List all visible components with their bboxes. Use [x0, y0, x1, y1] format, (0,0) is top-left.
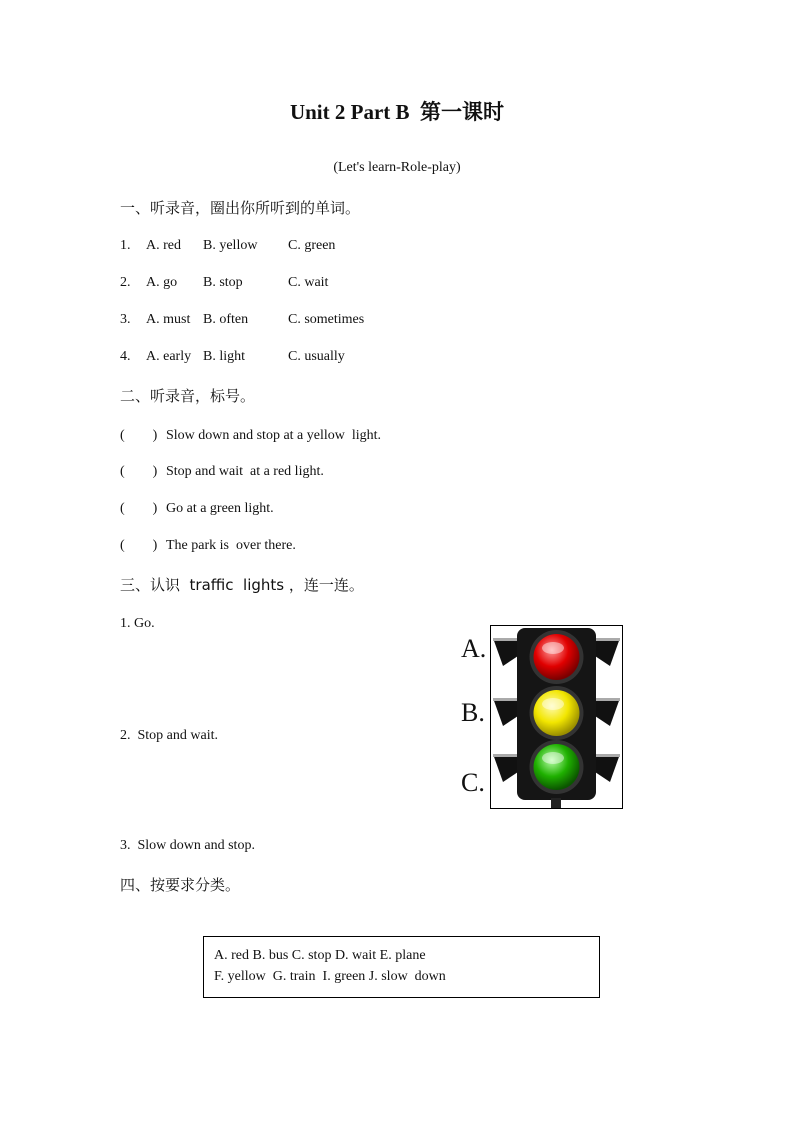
word-bank-line-2: F. yellow G. train I. green J. slow down	[214, 969, 446, 984]
s1-item1-option-a: A. red	[146, 238, 181, 253]
section4-heading: 四、按要求分类。	[120, 876, 241, 894]
s3-item2: 2. Stop and wait.	[120, 728, 218, 743]
s1-item3-option-b: B. often	[203, 312, 249, 327]
s1-item4-option-c: C. usually	[288, 349, 345, 364]
s2-item3-blank: ( )	[120, 501, 158, 516]
s1-item2-option-b: B. stop	[203, 275, 243, 290]
s2-item1-blank: ( )	[120, 428, 158, 443]
s2-item3-text: Go at a green light.	[166, 501, 274, 516]
s1-item1-number: 1.	[120, 238, 131, 253]
green-light	[530, 740, 584, 794]
s3-item3: 3. Slow down and stop.	[120, 838, 255, 853]
s1-item2-option-c: C. wait	[288, 275, 329, 290]
page-subtitle: (Let's learn-Role-play)	[333, 160, 461, 175]
section3-heading: 三、认识 traffic lights ，连一连。	[120, 576, 364, 594]
s1-item2-option-a: A. go	[146, 275, 178, 290]
page-title: Unit 2 Part B 第一课时	[289, 100, 505, 124]
s1-item3-number: 3.	[120, 312, 131, 327]
yellow-light	[530, 686, 584, 740]
s2-item2-blank: ( )	[120, 464, 158, 479]
s1-item4-option-a: A. early	[146, 349, 192, 364]
word-bank-line-1: A. red B. bus C. stop D. wait E. plane	[214, 948, 426, 963]
s1-item1-option-c: C. green	[288, 238, 336, 253]
s1-item2-number: 2.	[120, 275, 131, 290]
s2-item2-text: Stop and wait at a red light.	[166, 464, 324, 479]
letter-b: B.	[461, 698, 485, 727]
s1-item3-option-a: A. must	[146, 312, 191, 327]
s1-item3-option-c: C. sometimes	[288, 312, 365, 327]
s2-item4-blank: ( )	[120, 538, 158, 553]
s1-item4-number: 4.	[120, 349, 131, 364]
section2-heading: 二、听录音，标号。	[120, 387, 256, 405]
word-bank-box	[203, 936, 600, 998]
s1-item1-option-b: B. yellow	[203, 238, 258, 253]
traffic-light-image	[490, 625, 623, 809]
s2-item1-text: Slow down and stop at a yellow light.	[166, 428, 382, 443]
traffic-light-icon	[491, 626, 622, 808]
s1-item4-option-b: B. light	[203, 349, 246, 364]
s3-item1: 1. Go.	[120, 616, 155, 631]
red-light	[530, 630, 584, 684]
section1-heading: 一、听录音，圈出你所听到的单词。	[120, 199, 361, 217]
letter-c: C.	[461, 768, 485, 797]
letter-a: A.	[461, 634, 487, 663]
s2-item4-text: The park is over there.	[166, 538, 296, 553]
